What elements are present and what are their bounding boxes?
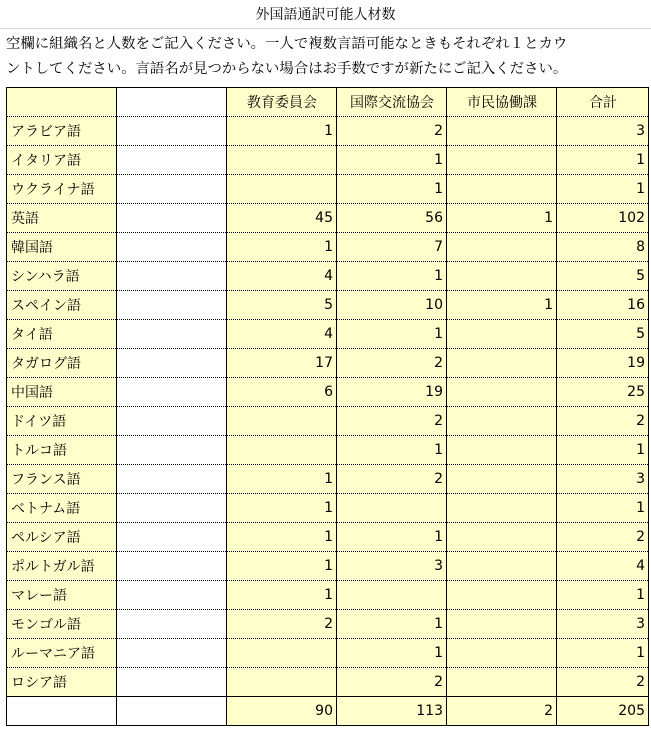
org-blank-cell[interactable] — [117, 610, 227, 639]
education-board-cell[interactable] — [227, 175, 337, 204]
table-row — [7, 175, 649, 204]
totals-education-board-cell[interactable]: 90 — [227, 697, 337, 726]
civic-collab-cell[interactable] — [447, 581, 557, 610]
intl-exchange-cell[interactable]: 10 — [337, 291, 447, 320]
civic-collab-cell[interactable] — [447, 146, 557, 175]
instructions-line-2: ントしてください。言語名が見つからない場合はお手数ですが新たにご記入ください。 — [6, 61, 568, 77]
header-cell-total[interactable]: 合計 — [557, 88, 649, 117]
total-cell[interactable]: 25 — [557, 378, 649, 407]
education-board-cell[interactable] — [227, 668, 337, 697]
table-row — [7, 320, 649, 349]
header-cell-intl-exchange[interactable]: 国際交流協会 — [337, 88, 447, 117]
language-cell[interactable]: イタリア語 — [7, 146, 117, 175]
intl-exchange-cell[interactable]: 2 — [337, 349, 447, 378]
total-cell[interactable]: 3 — [557, 117, 649, 146]
education-board-cell[interactable]: 1 — [227, 494, 337, 523]
table-row — [7, 262, 649, 291]
totals-language-cell[interactable] — [7, 697, 117, 726]
interpreter-count-table — [6, 87, 649, 726]
table-row — [7, 378, 649, 407]
total-cell[interactable]: 1 — [557, 639, 649, 668]
language-cell[interactable]: シンハラ語 — [7, 262, 117, 291]
education-board-cell[interactable]: 1 — [227, 117, 337, 146]
intl-exchange-cell[interactable]: 3 — [337, 552, 447, 581]
intl-exchange-cell[interactable]: 1 — [337, 175, 447, 204]
table-row — [7, 233, 649, 262]
org-blank-cell[interactable] — [117, 378, 227, 407]
civic-collab-cell[interactable] — [447, 378, 557, 407]
language-cell[interactable]: ポルトガル語 — [7, 552, 117, 581]
language-cell[interactable]: 英語 — [7, 204, 117, 233]
intl-exchange-cell[interactable]: 2 — [337, 465, 447, 494]
org-blank-cell[interactable] — [117, 494, 227, 523]
header-cell-civic-collab[interactable]: 市民協働課 — [447, 88, 557, 117]
language-cell[interactable]: ベトナム語 — [7, 494, 117, 523]
intl-exchange-cell[interactable]: 56 — [337, 204, 447, 233]
civic-collab-cell[interactable]: 1 — [447, 204, 557, 233]
table-row — [7, 349, 649, 378]
civic-collab-cell[interactable] — [447, 262, 557, 291]
language-cell[interactable]: 中国語 — [7, 378, 117, 407]
education-board-cell[interactable]: 17 — [227, 349, 337, 378]
civic-collab-cell[interactable] — [447, 668, 557, 697]
header-cell-education-board[interactable]: 教育委員会 — [227, 88, 337, 117]
intl-exchange-cell[interactable]: 1 — [337, 523, 447, 552]
education-board-cell[interactable]: 1 — [227, 552, 337, 581]
table-row — [7, 465, 649, 494]
org-blank-cell[interactable] — [117, 552, 227, 581]
total-cell[interactable]: 2 — [557, 523, 649, 552]
table-row — [7, 610, 649, 639]
total-cell[interactable]: 5 — [557, 320, 649, 349]
org-blank-cell[interactable] — [117, 262, 227, 291]
table-row — [7, 668, 649, 697]
total-cell[interactable]: 8 — [557, 233, 649, 262]
education-board-cell[interactable]: 4 — [227, 262, 337, 291]
civic-collab-cell[interactable] — [447, 523, 557, 552]
org-blank-cell[interactable] — [117, 407, 227, 436]
civic-collab-cell[interactable] — [447, 610, 557, 639]
org-blank-cell[interactable] — [117, 175, 227, 204]
education-board-cell[interactable]: 1 — [227, 465, 337, 494]
intl-exchange-cell[interactable]: 7 — [337, 233, 447, 262]
language-cell[interactable]: タイ語 — [7, 320, 117, 349]
intl-exchange-cell[interactable] — [337, 581, 447, 610]
table-row — [7, 407, 649, 436]
org-blank-cell[interactable] — [117, 291, 227, 320]
org-blank-cell[interactable] — [117, 233, 227, 262]
education-board-cell[interactable] — [227, 436, 337, 465]
total-cell[interactable]: 102 — [557, 204, 649, 233]
education-board-cell[interactable]: 1 — [227, 523, 337, 552]
intl-exchange-cell[interactable]: 1 — [337, 610, 447, 639]
education-board-cell[interactable]: 6 — [227, 378, 337, 407]
civic-collab-cell[interactable] — [447, 117, 557, 146]
language-cell[interactable]: ウクライナ語 — [7, 175, 117, 204]
intl-exchange-cell[interactable]: 1 — [337, 146, 447, 175]
intl-exchange-cell[interactable]: 2 — [337, 668, 447, 697]
instructions-line-1: 空欄に組織名と人数をご記入ください。一人で複数言語可能なときもそれぞれ１とカウ — [6, 36, 568, 52]
table-row — [7, 581, 649, 610]
civic-collab-cell[interactable] — [447, 407, 557, 436]
org-blank-cell[interactable] — [117, 146, 227, 175]
table-row — [7, 146, 649, 175]
intl-exchange-cell[interactable]: 1 — [337, 262, 447, 291]
language-cell[interactable]: モンゴル語 — [7, 610, 117, 639]
civic-collab-cell[interactable] — [447, 436, 557, 465]
civic-collab-cell[interactable] — [447, 320, 557, 349]
civic-collab-cell[interactable] — [447, 349, 557, 378]
language-cell[interactable]: ドイツ語 — [7, 407, 117, 436]
table-row — [7, 204, 649, 233]
total-cell[interactable]: 4 — [557, 552, 649, 581]
language-cell[interactable]: フランス語 — [7, 465, 117, 494]
org-blank-cell[interactable] — [117, 639, 227, 668]
total-cell[interactable]: 2 — [557, 407, 649, 436]
civic-collab-cell[interactable] — [447, 494, 557, 523]
civic-collab-cell[interactable] — [447, 233, 557, 262]
language-cell[interactable]: タガログ語 — [7, 349, 117, 378]
org-blank-cell[interactable] — [117, 465, 227, 494]
table-row — [7, 639, 649, 668]
total-cell[interactable]: 1 — [557, 494, 649, 523]
totals-intl-exchange-cell[interactable]: 113 — [337, 697, 447, 726]
intl-exchange-cell[interactable]: 2 — [337, 407, 447, 436]
total-cell[interactable]: 1 — [557, 436, 649, 465]
total-cell[interactable]: 3 — [557, 465, 649, 494]
total-cell[interactable]: 1 — [557, 581, 649, 610]
intl-exchange-cell[interactable]: 1 — [337, 320, 447, 349]
education-board-cell[interactable]: 1 — [227, 233, 337, 262]
education-board-cell[interactable] — [227, 639, 337, 668]
totals-civic-collab-cell[interactable]: 2 — [447, 697, 557, 726]
header-row — [7, 88, 649, 117]
civic-collab-cell[interactable]: 1 — [447, 291, 557, 320]
education-board-cell[interactable] — [227, 146, 337, 175]
table-row — [7, 523, 649, 552]
org-blank-cell[interactable] — [117, 523, 227, 552]
org-blank-cell[interactable] — [117, 204, 227, 233]
education-board-cell[interactable] — [227, 407, 337, 436]
totals-total-cell[interactable]: 205 — [557, 697, 649, 726]
totals-org-blank-cell[interactable] — [117, 697, 227, 726]
total-cell[interactable]: 1 — [557, 175, 649, 204]
table-row — [7, 494, 649, 523]
civic-collab-cell[interactable] — [447, 465, 557, 494]
intl-exchange-cell[interactable]: 1 — [337, 639, 447, 668]
total-cell[interactable]: 1 — [557, 146, 649, 175]
org-blank-cell[interactable] — [117, 436, 227, 465]
table-row — [7, 436, 649, 465]
table-row — [7, 117, 649, 146]
header-cell-language[interactable] — [7, 88, 117, 117]
total-cell[interactable]: 3 — [557, 610, 649, 639]
intl-exchange-cell[interactable]: 2 — [337, 117, 447, 146]
education-board-cell[interactable]: 5 — [227, 291, 337, 320]
education-board-cell[interactable]: 2 — [227, 610, 337, 639]
intl-exchange-cell[interactable] — [337, 494, 447, 523]
total-cell[interactable]: 2 — [557, 668, 649, 697]
instructions-cell[interactable] — [0, 29, 651, 86]
sheet-title[interactable]: 外国語通訳可能人材数 — [0, 0, 651, 29]
org-blank-cell[interactable] — [117, 349, 227, 378]
civic-collab-cell[interactable] — [447, 639, 557, 668]
education-board-cell[interactable]: 4 — [227, 320, 337, 349]
total-cell[interactable]: 16 — [557, 291, 649, 320]
education-board-cell[interactable]: 1 — [227, 581, 337, 610]
header-cell-org-blank[interactable] — [117, 88, 227, 117]
language-cell[interactable]: トルコ語 — [7, 436, 117, 465]
language-cell[interactable]: スペイン語 — [7, 291, 117, 320]
intl-exchange-cell[interactable]: 1 — [337, 436, 447, 465]
org-blank-cell[interactable] — [117, 117, 227, 146]
total-cell[interactable]: 19 — [557, 349, 649, 378]
language-cell[interactable]: アラビア語 — [7, 117, 117, 146]
table-row — [7, 291, 649, 320]
org-blank-cell[interactable] — [117, 320, 227, 349]
civic-collab-cell[interactable] — [447, 552, 557, 581]
total-cell[interactable]: 5 — [557, 262, 649, 291]
language-cell[interactable]: ペルシア語 — [7, 523, 117, 552]
language-cell[interactable]: ルーマニア語 — [7, 639, 117, 668]
table-row — [7, 552, 649, 581]
totals-row — [7, 697, 649, 726]
org-blank-cell[interactable] — [117, 668, 227, 697]
language-cell[interactable]: ロシア語 — [7, 668, 117, 697]
civic-collab-cell[interactable] — [447, 175, 557, 204]
org-blank-cell[interactable] — [117, 581, 227, 610]
intl-exchange-cell[interactable]: 19 — [337, 378, 447, 407]
language-cell[interactable]: 韓国語 — [7, 233, 117, 262]
language-cell[interactable]: マレー語 — [7, 581, 117, 610]
education-board-cell[interactable]: 45 — [227, 204, 337, 233]
